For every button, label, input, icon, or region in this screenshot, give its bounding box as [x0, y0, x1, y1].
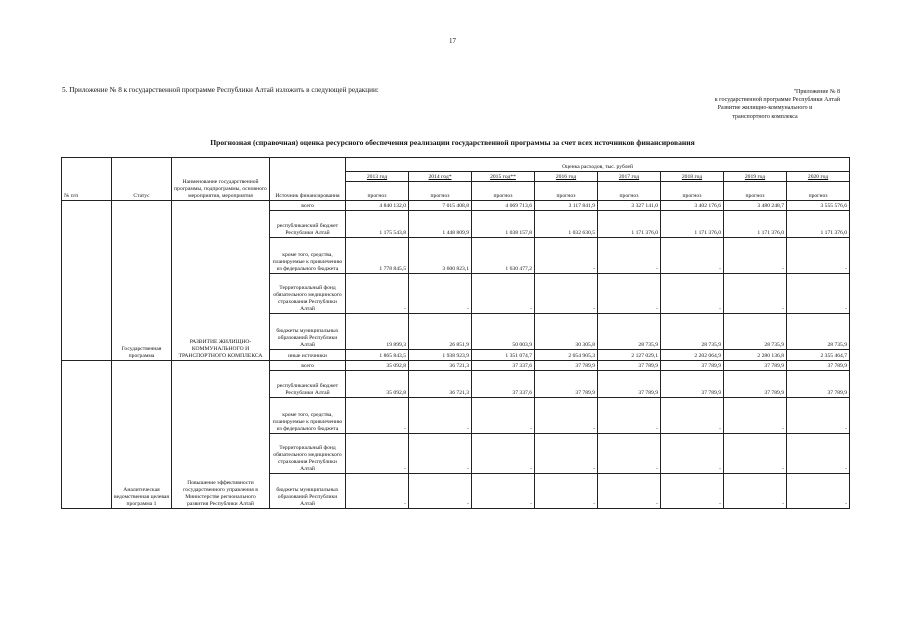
value-cell: 1 038 157,8: [472, 211, 535, 238]
value-cell: -: [535, 398, 598, 434]
value-cell: -: [598, 238, 661, 274]
value-cell: 2 355 464,7: [787, 350, 850, 361]
value-cell: 28 735,9: [724, 314, 787, 350]
value-cell: 3 480 248,7: [724, 201, 787, 211]
header-status: Статус: [112, 158, 172, 201]
value-cell: 37 789,9: [724, 361, 787, 371]
source-cell: бюджеты муниципальных образований Республики Алтай: [270, 314, 346, 350]
header-forecast: прогноз: [535, 182, 598, 201]
page-number: 17: [449, 37, 456, 45]
value-cell: -: [346, 274, 409, 314]
source-cell: республиканский бюджет Республики Алтай: [270, 211, 346, 238]
value-cell: 37 789,9: [787, 371, 850, 398]
appendix-reference: [640, 88, 840, 121]
source-cell: Территориальный фонд обязательного медицинского страхования Республики Алтай: [270, 274, 346, 314]
value-cell: 2 127 029,1: [598, 350, 661, 361]
program-name-cell: РАЗВИТИЕ ЖИЛИЩНО-КОММУНАЛЬНОГО И ТРАНСПОРТНОГО КОМПЛЕКСА: [172, 201, 270, 361]
value-cell: 1 032 630,5: [535, 211, 598, 238]
source-cell: всего: [270, 361, 346, 371]
value-cell: 37 789,9: [535, 371, 598, 398]
value-cell: -: [535, 434, 598, 474]
value-cell: 28 735,9: [661, 314, 724, 350]
value-cell: -: [598, 474, 661, 509]
header-year: 2015 год**: [472, 172, 535, 182]
value-cell: -: [661, 274, 724, 314]
value-cell: -: [409, 474, 472, 509]
value-cell: -: [598, 398, 661, 434]
header-year: 2014 год*: [409, 172, 472, 182]
header-year: 2017 год: [598, 172, 661, 182]
value-cell: -: [409, 398, 472, 434]
value-cell: 3 600 823,1: [409, 238, 472, 274]
value-cell: 37 789,9: [598, 361, 661, 371]
value-cell: 37 789,9: [724, 371, 787, 398]
value-cell: -: [472, 274, 535, 314]
header-year: 2020 год: [787, 172, 850, 182]
source-cell: кроме того, средства, планируемые к привлечению из федерального бюджета: [270, 398, 346, 434]
value-cell: 37 789,9: [787, 361, 850, 371]
status-cell: Государственная программа: [112, 201, 172, 361]
value-cell: -: [346, 434, 409, 474]
header-forecast: прогноз: [787, 182, 850, 201]
header-forecast: прогноз: [598, 182, 661, 201]
value-cell: 37 789,9: [661, 371, 724, 398]
value-cell: 35 092,8: [346, 371, 409, 398]
value-cell: 3 327 141,0: [598, 201, 661, 211]
source-cell: кроме того, средства, планируемые к привлечению из федерального бюджета: [270, 238, 346, 274]
source-cell: иные источники: [270, 350, 346, 361]
value-cell: 37 337,6: [472, 361, 535, 371]
header-forecast: прогноз: [661, 182, 724, 201]
value-cell: 7 015 408,8: [409, 201, 472, 211]
value-cell: 37 789,9: [535, 361, 598, 371]
source-cell: Территориальный фонд обязательного медицинского страхования Республики Алтай: [270, 434, 346, 474]
value-cell: -: [787, 474, 850, 509]
value-cell: -: [535, 274, 598, 314]
value-cell: -: [472, 474, 535, 509]
source-cell: республиканский бюджет Республики Алтай: [270, 371, 346, 398]
value-cell: 36 721,3: [409, 361, 472, 371]
value-cell: 37 789,9: [661, 361, 724, 371]
value-cell: -: [472, 434, 535, 474]
value-cell: -: [787, 274, 850, 314]
value-cell: -: [724, 274, 787, 314]
value-cell: 3 117 841,9: [535, 201, 598, 211]
header-name: Наименование государственной программы, подпрограммы, основного мероприятия, мероприятия: [172, 158, 270, 201]
data-row: [62, 361, 850, 371]
value-cell: -: [535, 238, 598, 274]
value-cell: 1 175 543,8: [346, 211, 409, 238]
header-row: [62, 158, 850, 172]
value-cell: 26 851,9: [409, 314, 472, 350]
header-num: № п/п: [62, 158, 112, 201]
value-cell: 1 630 477,2: [472, 238, 535, 274]
header-forecast: прогноз: [409, 182, 472, 201]
status-cell: Аналитическая ведомственная целевая программа 1: [112, 361, 172, 509]
header-estimate: Оценка расходов, тыс. рублей: [346, 158, 850, 172]
source-cell: всего: [270, 201, 346, 211]
value-cell: 1 171 376,0: [787, 211, 850, 238]
value-cell: 50 003,9: [472, 314, 535, 350]
value-cell: 37 789,9: [598, 371, 661, 398]
value-cell: 3 402 176,6: [661, 201, 724, 211]
value-cell: 4 840 132,0: [346, 201, 409, 211]
value-cell: 2 054 905,3: [535, 350, 598, 361]
value-cell: -: [598, 274, 661, 314]
intro-text: 5. Приложение № 8 к государственной программе Республики Алтай изложить в следующей редакции:: [62, 86, 379, 94]
value-cell: 30 305,8: [535, 314, 598, 350]
value-cell: -: [787, 434, 850, 474]
value-cell: 2 280 136,8: [724, 350, 787, 361]
value-cell: -: [661, 398, 724, 434]
value-cell: -: [598, 434, 661, 474]
value-cell: 1 351 074,7: [472, 350, 535, 361]
value-cell: 1 448 809,9: [409, 211, 472, 238]
value-cell: -: [535, 474, 598, 509]
value-cell: -: [472, 398, 535, 434]
row-number-cell: [62, 361, 112, 509]
appendix-line: к государственной программе Республики Алтай: [714, 97, 840, 104]
header-year: 2019 год: [724, 172, 787, 182]
value-cell: -: [346, 398, 409, 434]
header-forecast: прогноз: [472, 182, 535, 201]
value-cell: -: [661, 434, 724, 474]
value-cell: -: [661, 238, 724, 274]
value-cell: -: [787, 398, 850, 434]
value-cell: -: [346, 474, 409, 509]
value-cell: 1 171 376,0: [598, 211, 661, 238]
value-cell: 2 202 064,9: [661, 350, 724, 361]
value-cell: 28 735,9: [787, 314, 850, 350]
value-cell: -: [724, 434, 787, 474]
header-year: 2018 год: [661, 172, 724, 182]
source-cell: бюджеты муниципальных образований Республики Алтай: [270, 474, 346, 509]
value-cell: 35 092,8: [346, 361, 409, 371]
value-cell: -: [409, 434, 472, 474]
value-cell: 1 778 845,5: [346, 238, 409, 274]
value-cell: 36 721,3: [409, 371, 472, 398]
value-cell: 1 865 843,5: [346, 350, 409, 361]
document-title: Прогнозная (справочная) оценка ресурсного обеспечения реализации государственной программы за счет всех источников финансирования: [210, 138, 695, 147]
value-cell: -: [724, 474, 787, 509]
appendix-line: "Приложение № 8: [793, 89, 840, 95]
value-cell: 1 171 376,0: [724, 211, 787, 238]
header-forecast: прогноз: [346, 182, 409, 201]
value-cell: -: [724, 238, 787, 274]
value-cell: 1 171 376,0: [661, 211, 724, 238]
value-cell: -: [724, 398, 787, 434]
resource-table: [61, 157, 850, 509]
value-cell: 1 938 923,9: [409, 350, 472, 361]
data-row: [62, 201, 850, 211]
row-number-cell: [62, 201, 112, 361]
header-year: 2013 год: [346, 172, 409, 182]
value-cell: 28 735,9: [598, 314, 661, 350]
value-cell: 4 069 713,6: [472, 201, 535, 211]
header-source: Источник финансирования: [270, 158, 346, 201]
value-cell: 19 899,3: [346, 314, 409, 350]
value-cell: 3 555 576,6: [787, 201, 850, 211]
value-cell: -: [409, 274, 472, 314]
appendix-line: Развитие жилищно-коммунального и: [717, 105, 813, 112]
value-cell: -: [661, 474, 724, 509]
header-forecast: прогноз: [724, 182, 787, 201]
value-cell: 37 337,6: [472, 371, 535, 398]
appendix-line: транспортного комплекса: [732, 113, 798, 120]
program-name-cell: Повышение эффективности государственного управления в Министерстве регионального развития Республики Алтай: [172, 361, 270, 509]
header-year: 2016 год: [535, 172, 598, 182]
value-cell: -: [787, 238, 850, 274]
